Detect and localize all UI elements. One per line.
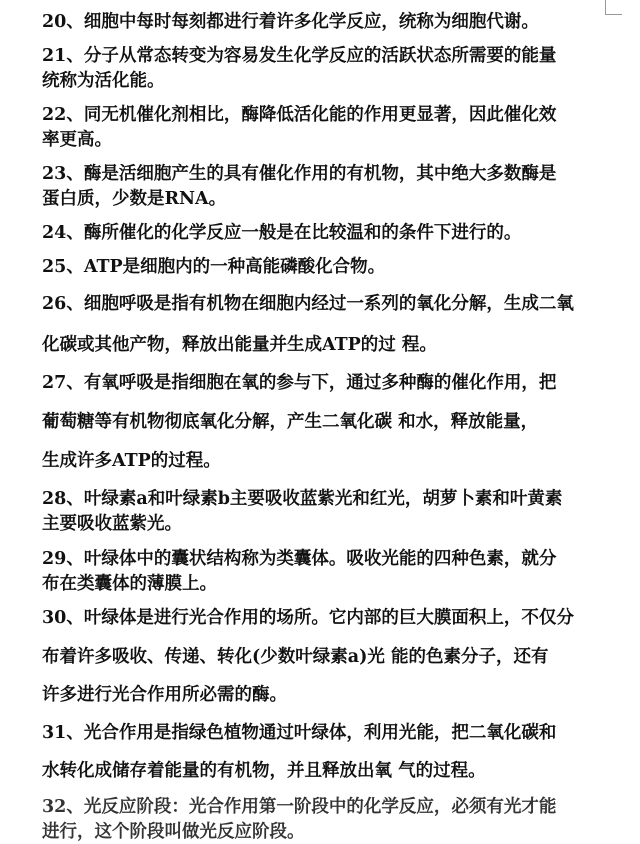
text-line-27a: 27、有氧呼吸是指细胞在氧的参与下，通过多种酶的催化作用，把 bbox=[42, 373, 557, 393]
text-line-26a: 26、细胞呼吸是指有机物在细胞内经过一系列的氧化分解，生成二氧 bbox=[42, 294, 574, 314]
text-line-30c: 许多进行光合作用所必需的酶。 bbox=[42, 685, 287, 705]
text-line-32b: 进行，这个阶段叫做光反应阶段。 bbox=[42, 822, 305, 842]
text-line-28a: 28、叶绿素a和叶绿素b主要吸收蓝紫光和红光，胡萝卜素和叶黄素 bbox=[42, 489, 563, 509]
text-line-24: 24、酶所催化的化学反应一般是在比较温和的条件下进行的。 bbox=[42, 223, 522, 243]
text-line-28b: 主要吸收蓝紫光。 bbox=[42, 514, 182, 534]
text-line-20: 20、细胞中每时每刻都进行着许多化学反应，统称为细胞代谢。 bbox=[42, 12, 539, 32]
text-line-27b: 葡萄糖等有机物彻底氧化分解，产生二氧化碳 和水，释放能量， bbox=[42, 412, 539, 432]
text-line-27c: 生成许多ATP的过程。 bbox=[42, 451, 221, 471]
text-line-31a: 31、光合作用是指绿色植物通过叶绿体，利用光能，把二氧化碳和 bbox=[42, 723, 557, 743]
text-line-23a: 23、酶是活细胞产生的具有催化作用的有机物，其中绝大多数酶是 bbox=[42, 164, 557, 184]
text-line-30a: 30、叶绿体是进行光合作用的场所。它内部的巨大膜面积上，不仅分 bbox=[42, 608, 574, 628]
text-line-21b: 统称为活化能。 bbox=[42, 71, 165, 91]
text-line-21a: 21、分子从常态转变为容易发生化学反应的活跃状态所需要的能量 bbox=[42, 46, 557, 66]
text-line-29a: 29、叶绿体中的囊状结构称为类囊体。吸收光能的四种色素，就分 bbox=[42, 549, 557, 569]
text-line-25: 25、ATP是细胞内的一种高能磷酸化合物。 bbox=[42, 257, 386, 277]
text-line-30b: 布着许多吸收、传递、转化(少数叶绿素a)光 能的色素分子，还有 bbox=[42, 647, 549, 667]
text-line-23b: 蛋白质，少数是RNA。 bbox=[42, 189, 227, 209]
text-line-29b: 布在类囊体的薄膜上。 bbox=[42, 574, 217, 594]
text-line-22a: 22、同无机催化剂相比，酶降低活化能的作用更显著，因此催化效 bbox=[42, 105, 557, 125]
text-line-32a: 32、光反应阶段：光合作用第一阶段中的化学反应，必须有光才能 bbox=[42, 797, 557, 817]
text-line-26b: 化碳或其他产物，释放出能量并生成ATP的过 程。 bbox=[42, 335, 437, 355]
text-line-31b: 水转化成储存着能量的有机物，并且释放出氧 气的过程。 bbox=[42, 761, 486, 781]
text-line-22b: 率更高。 bbox=[42, 130, 112, 150]
